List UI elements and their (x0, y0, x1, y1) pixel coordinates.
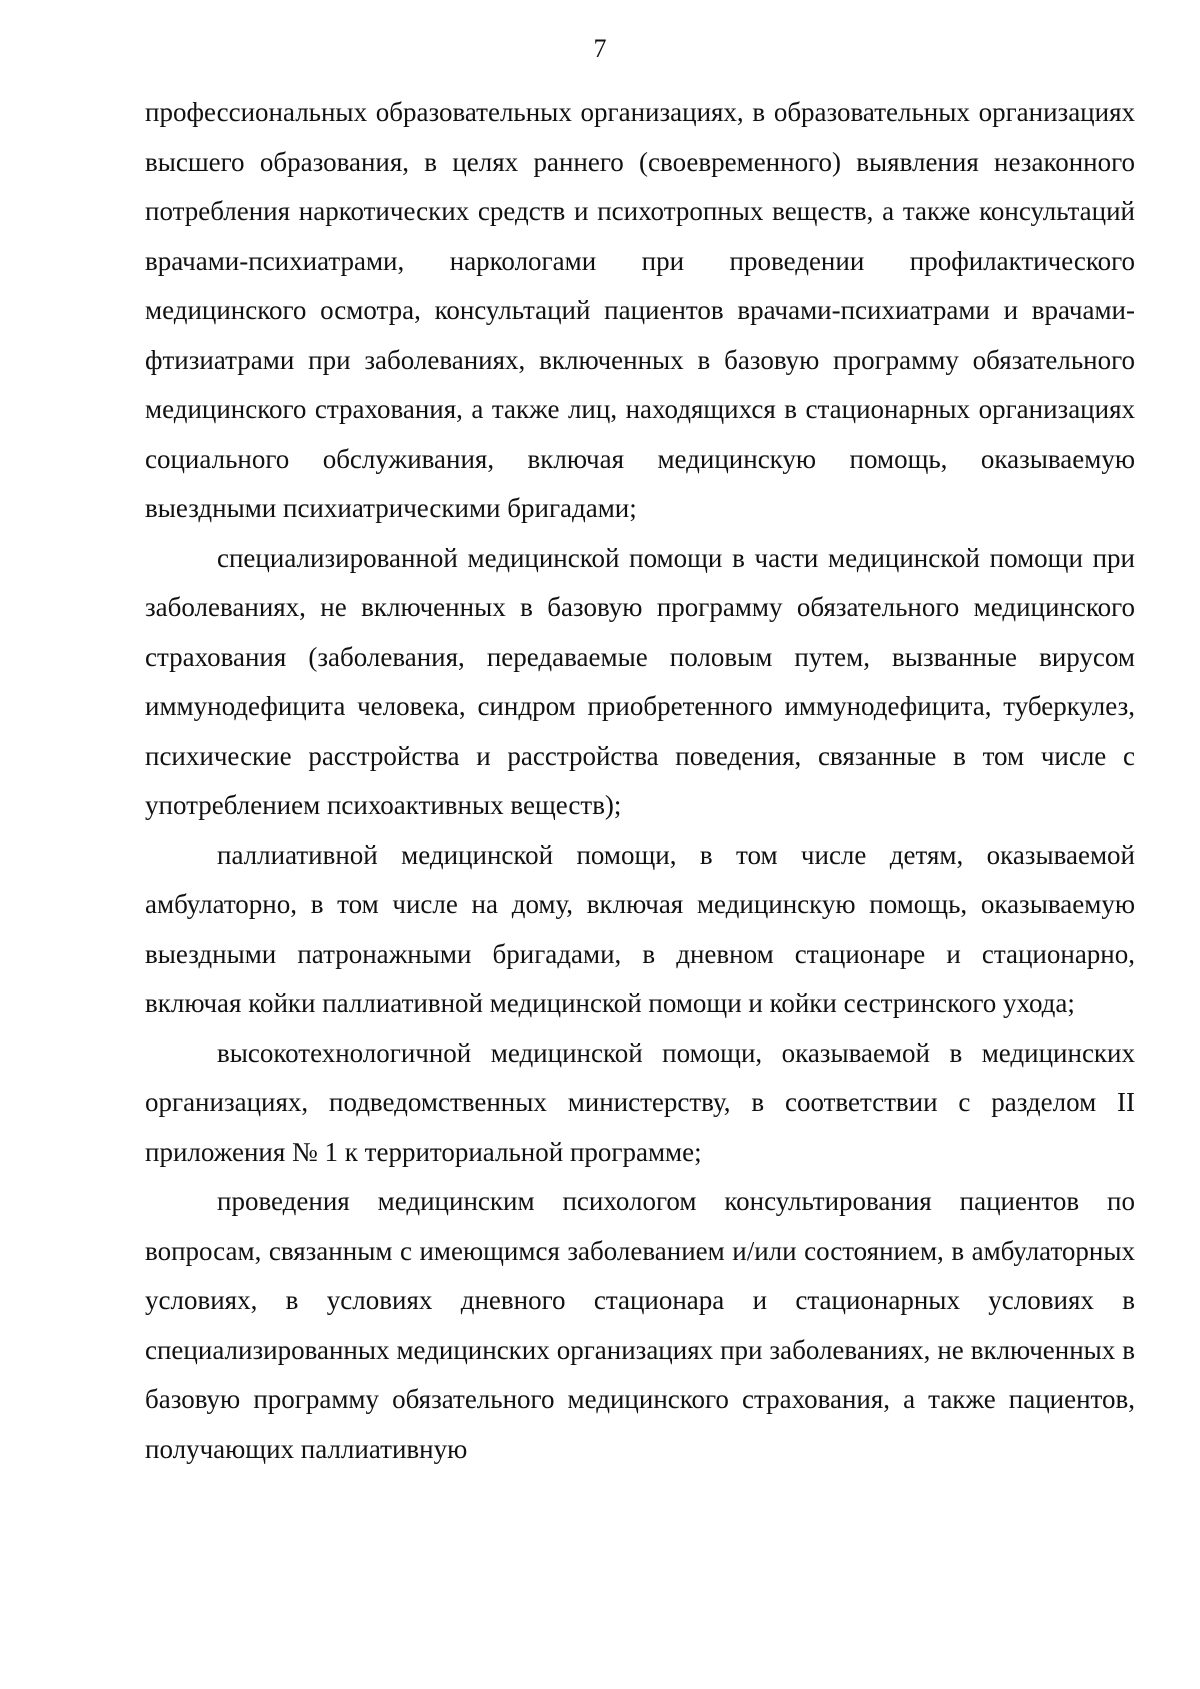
document-body (145, 88, 1135, 1474)
paragraph-palliative-care: паллиативной медицинской помощи, в том числе детям, оказываемой амбулаторно, в том числе на дому, включая медицинскую помощь, оказываемую выездными патронажными бригадами, в дневном стационаре и стационарно, включая койки паллиативной медицинской помощи и койки сестринского ухода; (145, 839, 1135, 1018)
paragraph-psychologist-consulting: проведения медицинским психологом консультирования пациентов по вопросам, связанным с имеющимся заболеванием и/или состоянием, в амбулаторных условиях, в условиях дневного стационара и стационарных условиях в специализированных медицинских организациях при заболеваниях, не включенных в базовую программу обязательного медицинского страхования, а также пациентов, получающих паллиативную (145, 1186, 1135, 1464)
paragraph-specialized-care: специализированной медицинской помощи в части медицинской помощи при заболеваниях, не включенных в базовую программу обязательного медицинского страхования (заболевания, передаваемые половым путем, вызванные вирусом иммунодефицита человека, синдром приобретенного иммунодефицита, туберкулез, психические расстройства и расстройства поведения, связанные в том числе с употреблением психоактивных веществ); (145, 542, 1135, 820)
page-number: 7 (593, 34, 607, 63)
paragraph-high-tech-care: высокотехнологичной медицинской помощи, оказываемой в медицинских организациях, подведомственных министерству, в соответствии с разделом II приложения № 1 к территориальной программе; (145, 1037, 1135, 1167)
paragraph-continuation: профессиональных образовательных организациях, в образовательных организациях высшего образования, в целях раннего (своевременного) выявления незаконного потребления наркотических средств и психотропных веществ, а также консультаций врачами-психиатрами, наркологами при проведении профилактического медицинского осмотра, консультаций пациентов врачами-психиатрами и врачами-фтизиатрами при заболеваниях, включенных в базовую программу обязательного медицинского страхования, а также лиц, находящихся в стационарных организациях социального обслуживания, включая медицинскую помощь, оказываемую выездными психиатрическими бригадами; (145, 97, 1135, 523)
